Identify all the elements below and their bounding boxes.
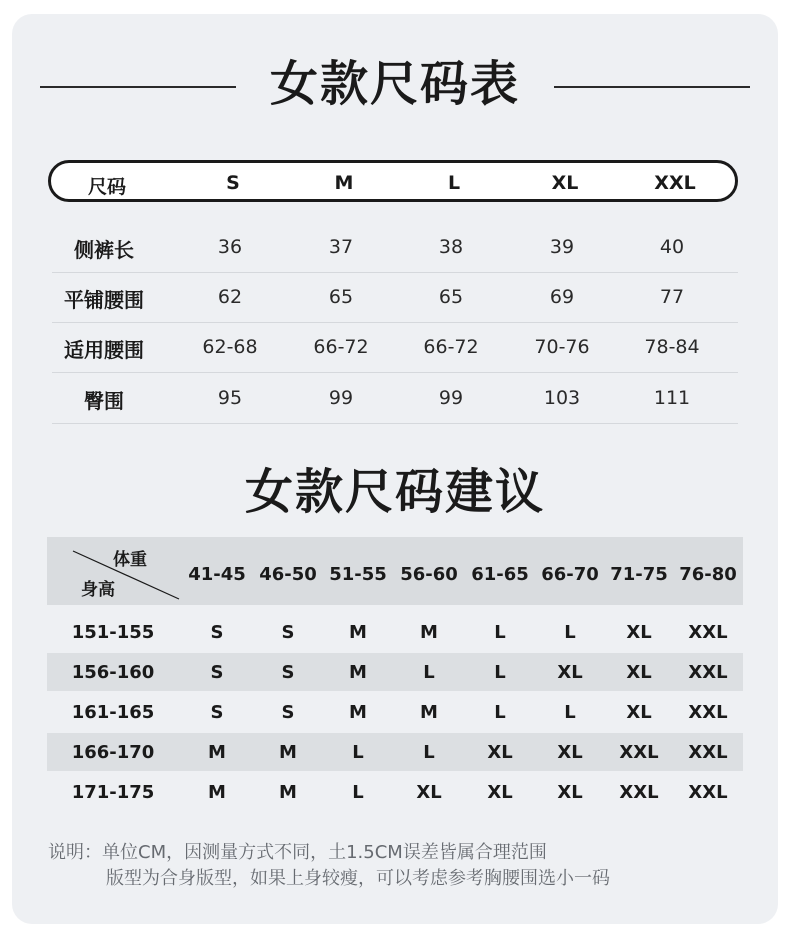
measurement-value: 38	[438, 236, 464, 258]
size-advice-cell: XXL	[688, 622, 728, 643]
measurement-value: 66-72	[313, 336, 369, 358]
size-header-m: M	[334, 172, 354, 194]
weight-header-cell: 41-45	[188, 564, 246, 585]
measurement-value: 66-72	[423, 336, 479, 358]
size-advice-cell: XXL	[619, 782, 659, 803]
size-advice-cell: XXL	[688, 662, 728, 683]
note-line-1: 说明：单位CM，因测量方式不同，土1.5CM误差皆属合理范围	[48, 842, 547, 863]
note-line-2: 版型为合身版型，如果上身较瘦，可以考虑参考胸腰围选小一码	[106, 868, 610, 889]
weight-header-cell: 76-80	[679, 564, 737, 585]
height-range-cell: 166-170	[71, 742, 155, 763]
size-advice-cell: S	[210, 622, 224, 643]
size-advice-cell: XL	[626, 662, 652, 683]
size-advice-cell: S	[210, 662, 224, 683]
size-advice-cell: M	[208, 742, 226, 763]
size-advice-cell: L	[494, 702, 506, 723]
weight-header-cell: 46-50	[259, 564, 317, 585]
measurement-label: 臀围	[84, 389, 124, 413]
size-header-xxl: XXL	[654, 172, 696, 194]
measurement-value: 36	[217, 236, 243, 258]
measurement-value: 77	[659, 286, 685, 308]
measurement-value: 99	[438, 387, 464, 409]
size-header-l: L	[447, 172, 461, 194]
corner-height-label: 身高	[81, 580, 115, 600]
height-range-cell: 171-175	[71, 782, 155, 803]
measurement-label: 侧裤长	[74, 238, 134, 262]
size-header-s: S	[226, 172, 240, 194]
size-advice-cell: XL	[557, 782, 583, 803]
measurement-value: 95	[217, 387, 243, 409]
measurement-value: 39	[549, 236, 575, 258]
measurement-label: 平铺腰围	[64, 288, 144, 312]
size-advice-cell: XXL	[688, 782, 728, 803]
size-advice-cell: XL	[487, 742, 513, 763]
measurement-row	[52, 272, 738, 323]
weight-header-cell: 51-55	[329, 564, 387, 585]
size-advice-cell: L	[564, 622, 576, 643]
size-advice-cell: M	[420, 702, 438, 723]
size-advice-cell: M	[349, 702, 367, 723]
size-advice-cell: L	[352, 742, 364, 763]
measurement-value: 111	[653, 387, 691, 409]
size-advice-cell: L	[352, 782, 364, 803]
measurement-row	[52, 373, 738, 424]
size-advice-cell: L	[423, 742, 435, 763]
size-advice-cell: M	[420, 622, 438, 643]
weight-header-cell: 56-60	[400, 564, 458, 585]
measurement-label: 适用腰围	[64, 338, 144, 362]
advice-row	[47, 653, 743, 691]
measurement-row	[52, 322, 738, 373]
size-header-row	[48, 160, 738, 202]
corner-weight-label: 体重	[113, 550, 147, 570]
height-range-cell: 156-160	[71, 662, 155, 683]
measurement-value: 65	[438, 286, 464, 308]
size-advice-cell: M	[279, 782, 297, 803]
size-advice-cell: XL	[557, 742, 583, 763]
size-advice-title: 女款尺码建议	[244, 464, 545, 520]
measurement-row	[52, 222, 738, 273]
weight-header-cell: 61-65	[471, 564, 529, 585]
size-advice-cell: XL	[557, 662, 583, 683]
size-advice-cell: L	[564, 702, 576, 723]
size-advice-cell: M	[349, 622, 367, 643]
measurement-value: 65	[328, 286, 354, 308]
size-advice-cell: XL	[416, 782, 442, 803]
measurement-value: 69	[549, 286, 575, 308]
size-table-title: 女款尺码表	[269, 56, 520, 112]
measurement-value: 62-68	[202, 336, 258, 358]
measurement-value: 37	[328, 236, 354, 258]
height-range-cell: 161-165	[71, 702, 155, 723]
weight-header-cell: 71-75	[610, 564, 668, 585]
height-range-cell: 151-155	[71, 622, 155, 643]
measurement-value: 99	[328, 387, 354, 409]
size-advice-cell: XXL	[688, 702, 728, 723]
size-advice-cell: XXL	[619, 742, 659, 763]
size-advice-cell: L	[423, 662, 435, 683]
size-advice-cell: L	[494, 662, 506, 683]
size-header-label: 尺码	[87, 176, 127, 198]
advice-row	[47, 613, 743, 651]
size-advice-cell: XXL	[688, 742, 728, 763]
size-advice-cell: M	[279, 742, 297, 763]
size-advice-cell: S	[281, 622, 295, 643]
size-advice-cell: S	[281, 662, 295, 683]
size-advice-cell: M	[349, 662, 367, 683]
advice-row	[47, 693, 743, 731]
measurement-value: 78-84	[644, 336, 700, 358]
advice-header-row	[47, 537, 743, 605]
advice-row	[47, 733, 743, 771]
size-advice-cell: S	[281, 702, 295, 723]
size-advice-cell: XL	[626, 622, 652, 643]
size-advice-cell: L	[494, 622, 506, 643]
size-advice-cell: XL	[626, 702, 652, 723]
size-advice-cell: XL	[487, 782, 513, 803]
measurement-value: 40	[659, 236, 685, 258]
advice-row	[47, 773, 743, 811]
size-advice-cell: S	[210, 702, 224, 723]
measurement-value: 62	[217, 286, 243, 308]
measurement-value: 103	[543, 387, 581, 409]
size-header-xl: XL	[551, 172, 579, 194]
size-advice-cell: M	[208, 782, 226, 803]
measurement-value: 70-76	[534, 336, 590, 358]
weight-header-cell: 66-70	[541, 564, 599, 585]
